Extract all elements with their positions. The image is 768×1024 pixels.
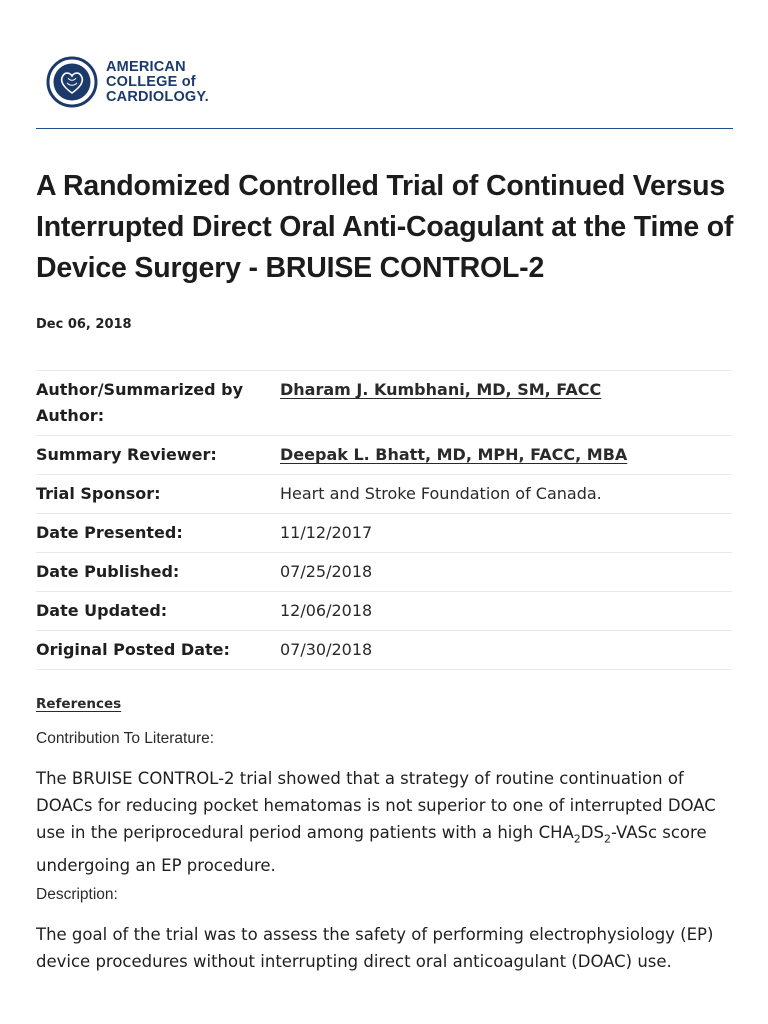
logo-line-3: CARDIOLOGY. <box>106 88 209 105</box>
meta-value: 07/25/2018 <box>280 553 732 592</box>
meta-label: Original Posted Date: <box>36 631 280 670</box>
subscript-2: 2 <box>573 832 581 846</box>
reviewer-link[interactable]: Deepak L. Bhatt, MD, MPH, FACC, MBA <box>280 445 628 464</box>
contribution-text-part-2: DS <box>580 823 604 842</box>
meta-row-sponsor <box>36 475 732 514</box>
logo-line-2: COLLEGE of <box>106 73 196 90</box>
meta-value: 07/30/2018 <box>280 631 732 670</box>
logo-wordmark <box>106 60 209 105</box>
publish-date: Dec 06, 2018 <box>36 317 132 332</box>
logo-line-1: AMERICAN <box>106 58 186 75</box>
meta-value: Heart and Stroke Foundation of Canada. <box>280 475 732 514</box>
meta-label: Summary Reviewer: <box>36 436 280 475</box>
header-divider <box>36 128 733 129</box>
article-title: A Randomized Controlled Trial of Continued Versus Interrupted Direct Oral Anti-Coagulant at the Time of Device Surgery - BRUISE CONTROL-2 <box>36 170 734 284</box>
author-link[interactable]: Dharam J. Kumbhani, MD, SM, FACC <box>280 380 602 399</box>
contribution-text <box>36 765 736 879</box>
acc-logo[interactable] <box>46 56 209 108</box>
meta-label: Author/Summarized by Author: <box>36 371 280 436</box>
meta-row-author <box>36 371 732 436</box>
description-text: The goal of the trial was to assess the safety of performing electrophysiology (EP) device procedures without interrupting direct oral anticoagulant (DOAC) use. <box>36 925 714 971</box>
meta-label: Date Presented: <box>36 514 280 553</box>
meta-row-date-published <box>36 553 732 592</box>
meta-row-date-updated <box>36 592 732 631</box>
meta-label: Date Published: <box>36 553 280 592</box>
description-label: Description: <box>36 886 118 903</box>
meta-row-original-posted <box>36 631 732 670</box>
trial-meta-table <box>36 370 732 670</box>
meta-value: 12/06/2018 <box>280 592 732 631</box>
contribution-text-part-1: The BRUISE CONTROL-2 trial showed that a strategy of routine continuation of DOACs for reducing pocket hematomas is not superior to one of interrupted DOAC use in the periprocedural period among patients with a high CHA <box>36 769 716 842</box>
contribution-label: Contribution To Literature: <box>36 730 215 747</box>
heart-seal-icon <box>46 56 98 108</box>
references-link[interactable]: References <box>36 696 122 712</box>
meta-value: 11/12/2017 <box>280 514 732 553</box>
meta-row-date-presented <box>36 514 732 553</box>
meta-label: Date Updated: <box>36 592 280 631</box>
meta-row-reviewer <box>36 436 732 475</box>
subscript-2: 2 <box>603 832 611 846</box>
contribution-text-part-3: -VASc score undergoing an EP procedure. <box>36 823 707 876</box>
meta-label: Trial Sponsor: <box>36 475 280 514</box>
